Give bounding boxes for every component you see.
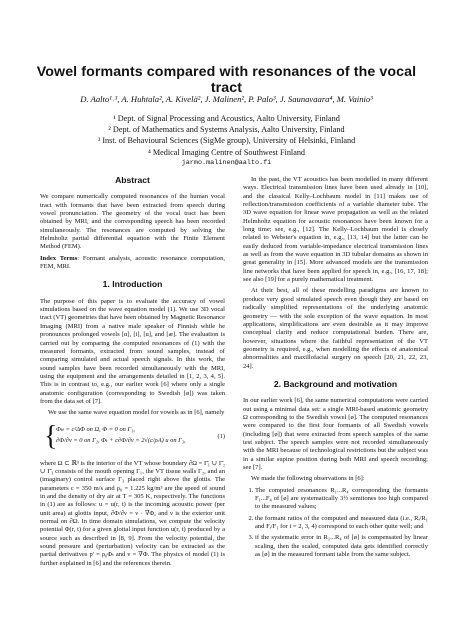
right-paragraph-1: In the past, the VT acoustics has been modelled in many different ways. Electrical transmission lines have been used already in [10], and the classical Kelly–Lochbaum model in [11] makes use of reflection/transmission coefficients of a variable diameter tube. The 3D wave equation for linear wave propagation as well as the related Helmholtz equation for acoustic resonances have been known for a long time; see, e.g., [12]. The Kelly–Lochbaum model is closely related to Webster's equation in, e.g., [13, 14] but the latter can be easily deduced from variable-impedance electrical transmission lines as well as from the wave equation in 3D tubular domains as shown in great generality in [15]. More advanced models are the transmission line networks that have been applied for speech in, e.g., [16, 17, 18]; see also [19] for a purely mathematical treatment. bbox=[243, 176, 428, 284]
introduction-heading: 1. Introduction bbox=[102, 279, 163, 290]
affiliation-4: ⁴ Medical Imaging Centre of Southwest Finland bbox=[147, 147, 306, 157]
abstract-heading: Abstract bbox=[115, 175, 150, 185]
background-heading: 2. Background and motivation bbox=[273, 378, 398, 389]
right-paragraph-2: At their best, all of these modelling paradigms are known to produce very good simulated speech even though they are based on radically simplified representations of the underlying anatomic geometry — with the sole exception of the wave equation. In most applications, simplifications are even desirable as it may improve conceptual clarity and reduce computational burden. There are, however, situations where the faithful representation of the VT geometry is required, e.g., when modelling the effects of anatomical abnormalities and maxillofacial surgery on speech [20, 21, 22, 23, 24]. bbox=[243, 287, 428, 370]
observation-item-3: 3. if the systematic error in R₁...R₄ of [ø] is compensated by linear scaling, then the scaled, computed data gets identified correctly as [ø] in the measured formant table from the same subject. bbox=[255, 534, 428, 559]
left-column bbox=[40, 176, 225, 571]
abstract-text: We compare numerically computed resonances of the human vocal tract with formants that have been extracted from speech during vowel pronunciation. The geometry of the vocal tract has been obtained by MRI, and the corresponding speech has been recorded simultaneously. The resonances are computed by solving the Helmholtz partial differential equation with the Finite Element Method (FEM). bbox=[40, 193, 225, 251]
paper-title: Vowel formants compared with resonances of the vocal tract bbox=[36, 64, 417, 96]
affiliation-2: ² Dept. of Mathematics and Systems Analysis, Aalto University, Finland bbox=[108, 125, 345, 135]
right-column bbox=[243, 176, 428, 562]
affiliations bbox=[20, 113, 433, 169]
equation-brace: { bbox=[44, 420, 58, 452]
background-paragraph-2: We made the following observations in [6]: bbox=[251, 475, 365, 483]
affiliation-3: ³ Inst. of Behavioural Sciences (SigMe group), University of Helsinki, Finland bbox=[97, 136, 356, 146]
affiliation-1: ¹ Dept. of Signal Processing and Acoustics, Aalto University, Finland bbox=[113, 114, 340, 123]
equation-1 bbox=[44, 420, 225, 454]
index-terms bbox=[40, 255, 225, 272]
observation-item-2: 2. the formant ratios of the computed and measured data (i.e., Rᵢ/R₁ and Fᵢ/F₁ for i = 2, 3, 4) correspond to each other quite well; and bbox=[255, 515, 428, 532]
equation-line-2: ∂Φ/∂ν = 0 on Γ₂, Φₜ + c∂Φ/∂ν = 2√(c/ρA) u on Γ₃, bbox=[56, 436, 186, 444]
background-paragraph-1: In our earlier work [6], the same numerical computations were carried out using a minimal data set: a single MRI-based anatomic geometry Ω corresponding to the Swedish vowel [ø]. The computed resonances were compared to the first four formants of all Swedish vowels (including [ø]) that were extracted from speech samples of the same test subject. The speech samples were not recorded simultaneously with the MRI because of technological restrictions but the subject was in a similar supine position during both MRI and speech recording; see [7]. bbox=[243, 397, 428, 471]
contact-email[interactable]: jarmo.malinen@aalto.fi bbox=[181, 158, 272, 167]
observation-item-1: 1. The computed resonances R₁...R₄ corresponding the formants F₁...F₄ of [ø] are systematically 3½ semitones too high compared to the measured values; bbox=[255, 487, 428, 512]
observations-list bbox=[243, 487, 428, 560]
equation-line-1: Φₜₜ = c²ΔΦ on Ω, Φ = 0 on Γ₁, bbox=[56, 425, 135, 433]
equation-number: (1) bbox=[217, 432, 225, 440]
intro-paragraph-3: where Ω ⊂ ℝ³ is the interior of the VT whose boundary ∂Ω = Γ̄₁ ∪ Γ̄₂ ∪ Γ̄₃ consists of the mouth opening Γ₁, the VT tissue walls Γ₂, and an (imaginary) control surface Γ₃ placed right above the glottis. The parameters c = 350 m/s and ρ₀ = 1.225 kg/m³ are the speed of sound in and the density of dry air at T = 305 K, respectively. The functions in (1) are as follows: u = u(r, t) is the incoming acoustic power (per unit area) at glottis input, ∂Φ/∂ν = ν · ∇Φ, and ν is the exterior unit normal on ∂Ω. In time domain simulations, we compute the velocity potential Φ(r, t) for a given glottal input function u(r, t) produced by a source such as described in [8, 9]. From the velocity potential, the sound pressure and (perturbation) velocity can be extracted as the partial derivatives p′ = ρ₀Φₜ and v = ∇Φ. The physics of model (1) is further explained in [6] and the references therein. bbox=[40, 459, 225, 567]
index-terms-text: : Formant analysis, acoustic resonance computation, FEM, MRI. bbox=[40, 254, 226, 271]
intro-paragraph-1: The purpose of this paper is to evaluate the accuracy of vowel simulations based on the wave equation model (1). We use 3D vocal tract (VT) geometries that have been obtained by Magnetic Resonance Imaging (MRI) from a native male speaker of Finnish while he pronounces prolonged vowels [ɑ], [i], [u], and [æ]. The evaluation is carried out by comparing the computed resonances of (1) with the measured formants, extracted from sound samples, instead of comparing simulated and actual speech signals. In this work, the sound samples have been recorded simultaneously with the MRI, using the equipment and the arrangements detailed in [1, 2, 3, 4, 5]. This is in contrast to, e.g., our earlier work [6] where only a single anatomic configuration (corresponding to Swedish [ø]) was taken from the data set of [7]. bbox=[40, 297, 225, 405]
author-list: D. Aalto¹˒³, A. Huhtala², A. Kivelä², J. Malinen², P. Palo³, J. Saunavaara⁴, M. Vainio³ bbox=[80, 94, 373, 104]
intro-paragraph-2: We use the same wave equation model for vowels as in [6], namely bbox=[48, 409, 225, 417]
index-terms-label: Index Terms bbox=[40, 254, 78, 262]
